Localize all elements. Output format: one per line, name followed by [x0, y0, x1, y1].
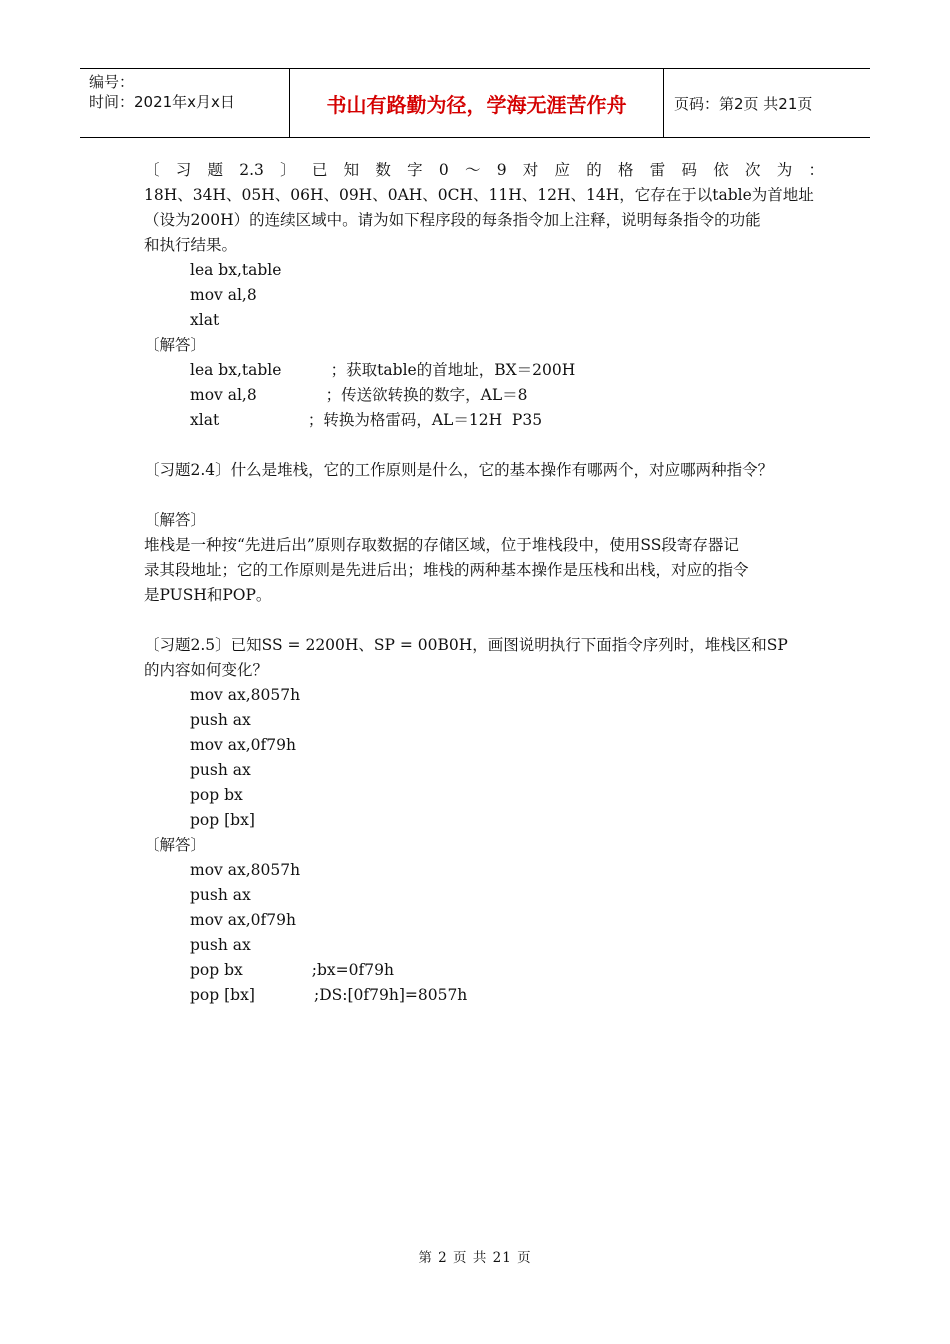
- q23-code-line: mov al,8: [190, 286, 257, 304]
- q23-answer-line: xlat ；转换为格雷码，AL＝12H P35: [190, 411, 543, 429]
- page-footer: 第 2 页 共 21 页: [418, 1250, 532, 1266]
- q25-code-line: mov ax,0f79h: [190, 736, 296, 754]
- q25-answer-line: mov ax,8057h: [190, 861, 301, 879]
- q24-answer-line: 堆栈是一种按“先进后出”原则存取数据的存储区域，位于堆栈段中，使用SS段寄存器记: [144, 536, 739, 554]
- header-meta: [80, 69, 290, 137]
- header-motto: 书山有路勤为径，学海无涯苦作舟: [290, 69, 664, 137]
- q23-text-line: 和执行结果。: [144, 236, 238, 254]
- q25-code-line: mov ax,8057h: [190, 686, 301, 704]
- q25-answer-line: mov ax,0f79h: [190, 911, 296, 929]
- q24-answer-line: 录其段地址；它的工作原则是先进后出；堆栈的两种基本操作是压栈和出栈，对应的指令: [144, 561, 749, 579]
- q24-answer-label: 〔解答〕: [144, 511, 207, 529]
- page-header: [80, 68, 870, 138]
- q23-text-line: 18H、34H、05H、06H、09H、0AH、0CH、11H、12H、14H，它存在于以table为首地址: [144, 186, 814, 204]
- q23-answer-label: 〔解答〕: [144, 336, 207, 354]
- q23-code-line: lea bx,table: [190, 261, 282, 279]
- header-time: 时间：2021年x月x日: [89, 93, 235, 111]
- q25-code-line: push ax: [190, 761, 251, 779]
- q23-answer-line: lea bx,table ；获取table的首地址，BX＝200H: [190, 361, 576, 379]
- q24-question: 〔习题2.4〕什么是堆栈，它的工作原则是什么，它的基本操作有哪两个，对应哪两种指令？: [144, 461, 774, 479]
- q25-question-line: 〔习题2.5〕已知SS = 2200H、SP = 00B0H，画图说明执行下面指令序列时，堆栈区和SP: [144, 636, 788, 654]
- q25-code-line: push ax: [190, 711, 251, 729]
- q23-text-line: （设为200H）的连续区域中。请为如下程序段的每条指令加上注释，说明每条指令的功能: [144, 211, 761, 229]
- q25-code-line: pop bx: [190, 786, 243, 804]
- document-body: [144, 158, 824, 1008]
- q23-answer-line: mov al,8 ；传送欲转换的数字，AL＝8: [190, 386, 528, 404]
- q25-answer-line: push ax: [190, 886, 251, 904]
- header-number: 编号：: [89, 73, 135, 91]
- q24-answer-line: 是PUSH和POP。: [144, 586, 272, 604]
- q25-question-line: 的内容如何变化？: [144, 661, 269, 679]
- q25-answer-line: pop [bx] ;DS:[0f79h]=8057h: [190, 986, 468, 1004]
- header-page-info: 页码：第2页 共21页: [674, 94, 813, 113]
- q25-answer-line: pop bx ;bx=0f79h: [190, 961, 394, 979]
- q25-answer-line: push ax: [190, 936, 251, 954]
- q25-code-line: pop [bx]: [190, 811, 255, 829]
- q23-title: 〔习题2.3〕已知数字0～9对应的格雷码依次为：: [144, 161, 824, 179]
- q23-code-line: xlat: [190, 311, 220, 329]
- q25-answer-label: 〔解答〕: [144, 836, 207, 854]
